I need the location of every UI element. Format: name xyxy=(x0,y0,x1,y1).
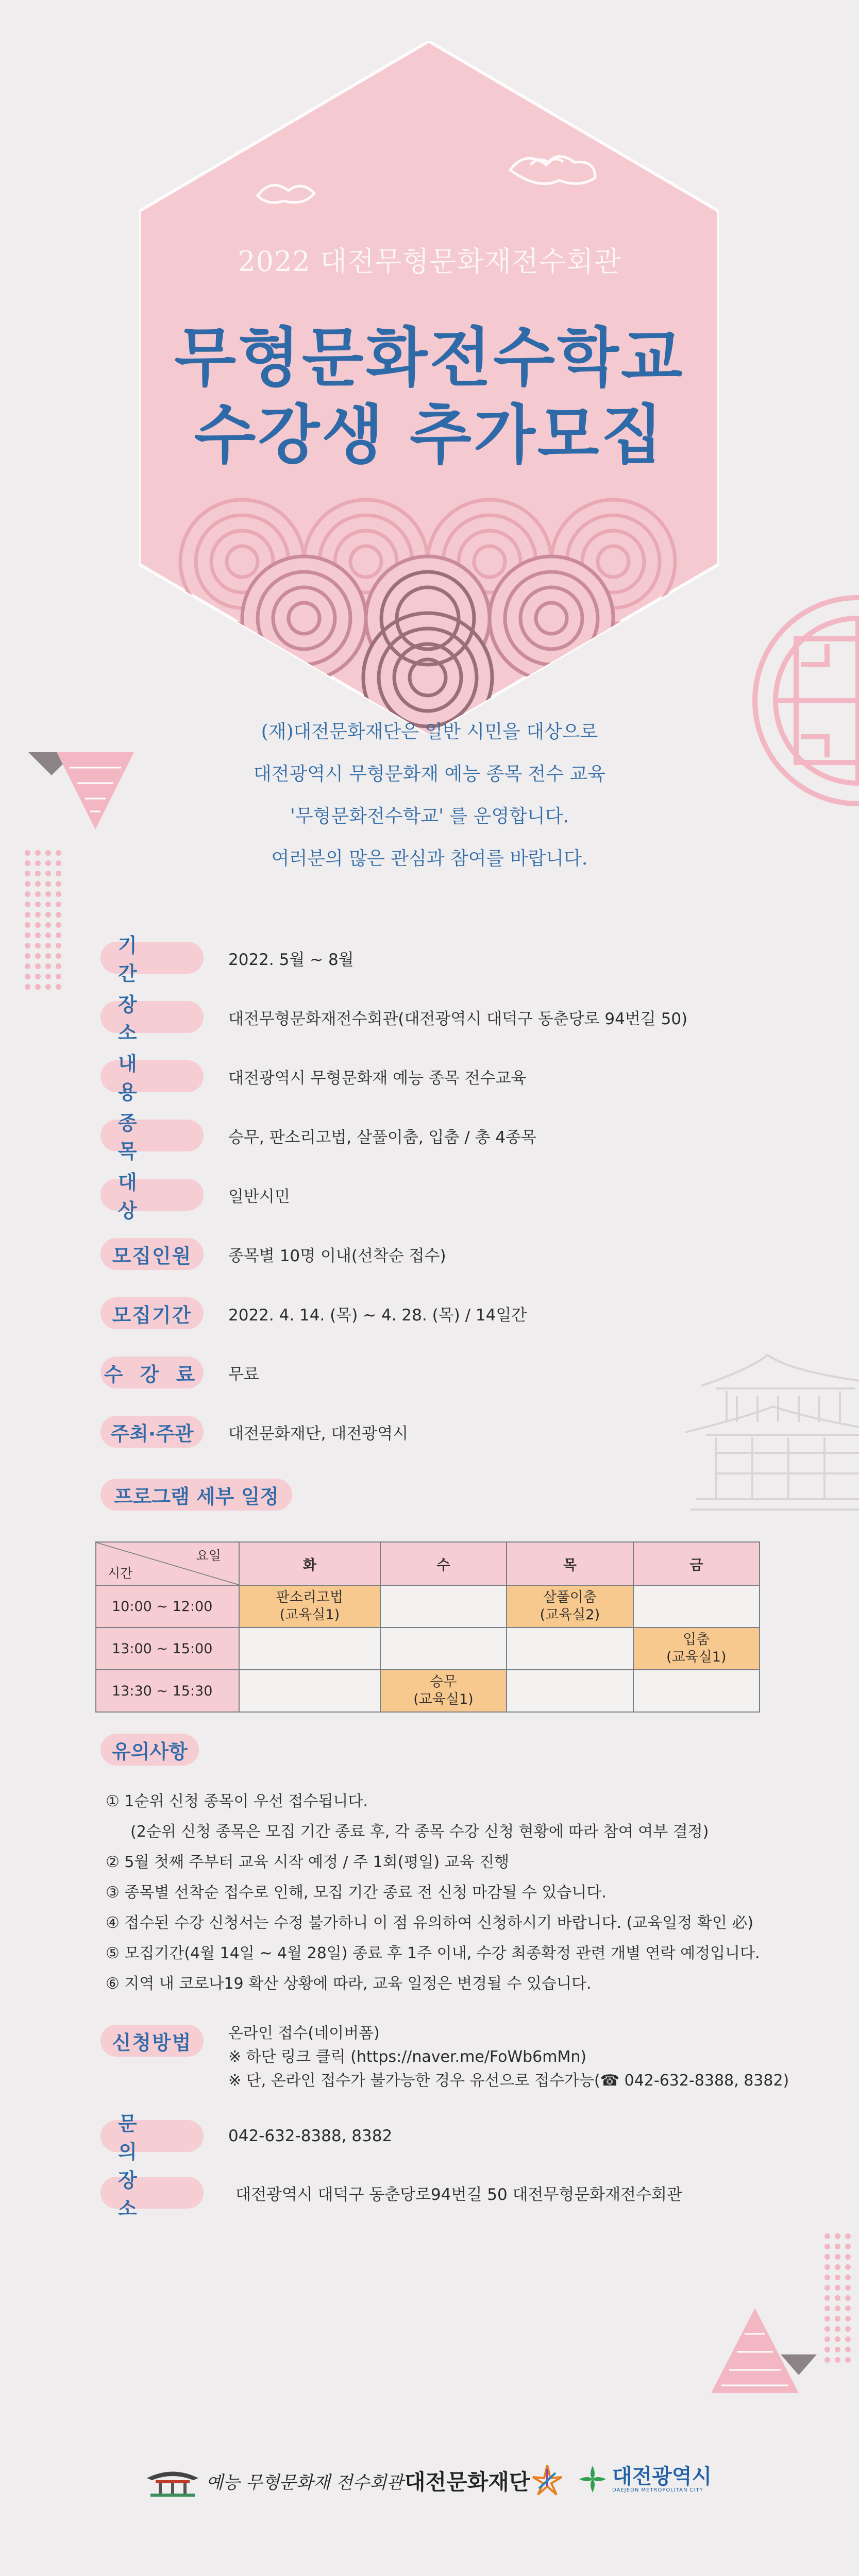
info-value: 대전문화재단, 대전광역시 xyxy=(228,1424,409,1443)
info-label: 내 용 xyxy=(100,1060,204,1092)
note-item: ④ 접수된 수강 신청서는 수정 불가하니 이 점 유의하여 신청하시기 바랍니다. (교육일정 확인 必) xyxy=(106,1914,754,1932)
info-label: 기 간 xyxy=(100,942,204,974)
logo-heritage-center xyxy=(144,2463,403,2499)
info-value: 무료 xyxy=(228,1365,259,1384)
logo2-text: 대전문화재단 xyxy=(405,2469,530,2495)
class-cell xyxy=(507,1585,633,1628)
info-row-place xyxy=(100,993,688,1044)
info-value: 2022. 4. 14. (목) ~ 4. 28. (목) / 14일간 xyxy=(228,1306,527,1325)
day-header: 화 xyxy=(239,1542,380,1585)
note-item: ① 1순위 신청 종목이 우선 접수됩니다. xyxy=(106,1792,368,1810)
info-row-period xyxy=(100,934,354,985)
schedule-corner-cell xyxy=(96,1542,239,1585)
contact-label: 문 의 xyxy=(100,2120,204,2152)
empty-cell xyxy=(380,1628,507,1670)
apply-link[interactable]: ※ 하단 링크 클릭 (https://naver.me/FoWb6mMn) xyxy=(228,2048,587,2066)
info-value: 대전광역시 무형문화재 예능 종목 전수교육 xyxy=(228,1069,527,1088)
logo-daejeon-city xyxy=(577,2464,712,2495)
intro-line: 대전광역시 무형문화재 예능 종목 전수 교육 xyxy=(253,764,606,785)
intro-text xyxy=(0,711,859,880)
apply-details xyxy=(228,2022,789,2093)
table-row xyxy=(96,1670,760,1712)
info-label: 주최·주관 xyxy=(100,1416,204,1448)
info-row-capacity xyxy=(100,1238,446,1270)
info-value: 일반시민 xyxy=(228,1187,290,1206)
pavilion-logo-icon xyxy=(144,2463,201,2499)
apply-row xyxy=(100,2025,789,2093)
class-room: (교육실1) xyxy=(413,1691,474,1707)
logo-daejeon-culture-foundation xyxy=(405,2463,563,2499)
empty-cell xyxy=(633,1670,760,1712)
logo1-text: 예능 무형문화재 전수회관 xyxy=(206,2472,403,2493)
info-value: 대전무형문화재전수회관(대전광역시 대덕구 동춘당로 94번길 50) xyxy=(228,1009,688,1028)
time-cell: 13:30 ~ 15:30 xyxy=(96,1670,239,1712)
info-row-items xyxy=(100,1112,536,1163)
note-item: ⑥ 지역 내 코로나19 확산 상황에 따라, 교육 일정은 변경될 수 있습니다. xyxy=(106,1975,592,1993)
triangle-decoration-right xyxy=(709,2303,819,2396)
time-cell: 13:00 ~ 15:00 xyxy=(96,1628,239,1670)
note-item: ② 5월 첫째 주부터 교육 시작 예정 / 주 1회(평일) 교육 진행 xyxy=(106,1853,510,1871)
logo3-text: 대전광역시 xyxy=(612,2464,712,2488)
empty-cell xyxy=(507,1670,633,1712)
schedule-header-row xyxy=(96,1542,760,1585)
corner-time-label: 시간 xyxy=(108,1566,133,1581)
day-header: 금 xyxy=(633,1542,760,1585)
table-row xyxy=(96,1628,760,1670)
intro-line: 여러분의 많은 관심과 참여를 바랍니다. xyxy=(271,848,588,869)
apply-line: ※ 단, 온라인 접수가 불가능한 경우 유선으로 접수가능(☎ 042-632-8388, 8382) xyxy=(228,2072,789,2090)
time-cell: 10:00 ~ 12:00 xyxy=(96,1585,239,1628)
notes-list xyxy=(106,1786,760,1999)
venue-row xyxy=(100,2169,682,2220)
class-name: 승무 xyxy=(430,1674,457,1690)
schedule-table xyxy=(95,1541,760,1713)
info-value: 종목별 10명 이내(선착순 접수) xyxy=(228,1246,446,1265)
class-name: 입춤 xyxy=(683,1632,710,1648)
foundation-logo-icon xyxy=(532,2463,563,2499)
contact-row xyxy=(100,2112,393,2163)
class-room: (교육실2) xyxy=(540,1607,600,1623)
empty-cell xyxy=(239,1670,380,1712)
hero-title-line2: 수강생 추가모집 xyxy=(194,398,665,472)
intro-line: (재)대전문화재단은 일반 시민을 대상으로 xyxy=(261,721,598,742)
class-room: (교육실1) xyxy=(666,1649,727,1665)
empty-cell xyxy=(239,1628,380,1670)
info-row-content xyxy=(100,1053,527,1104)
day-header: 수 xyxy=(380,1542,507,1585)
info-row-host xyxy=(100,1416,408,1448)
empty-cell xyxy=(380,1585,507,1628)
info-row-recruit-period xyxy=(100,1297,527,1329)
schedule-heading: 프로그램 세부 일정 xyxy=(100,1479,292,1511)
info-row-target xyxy=(100,1171,290,1222)
hero-title-line1: 무형문화전수학교 xyxy=(174,321,685,395)
info-value: 2022. 5월 ~ 8월 xyxy=(228,950,354,969)
info-value: 승무, 판소리고법, 살풀이춤, 입춤 / 총 4종목 xyxy=(228,1128,536,1147)
info-label: 대 상 xyxy=(100,1179,204,1211)
info-label: 장 소 xyxy=(100,1001,204,1033)
empty-cell xyxy=(507,1628,633,1670)
info-label: 수 강 료 xyxy=(100,1357,204,1388)
info-label: 모집인원 xyxy=(100,1238,204,1270)
note-item: ③ 종목별 선착순 접수로 인해, 모집 기간 종료 전 신청 마감될 수 있습니다. xyxy=(106,1884,607,1902)
class-cell xyxy=(633,1628,760,1670)
logo3-subtext: DAEJEON METROPOLITAN CITY xyxy=(612,2487,703,2493)
venue-label: 장 소 xyxy=(100,2177,204,2209)
hero-subtitle: 2022 대전무형문화재전수회관 xyxy=(238,245,621,278)
dot-pattern-right xyxy=(824,2233,851,2363)
class-cell xyxy=(380,1670,507,1712)
apply-label: 신청방법 xyxy=(100,2025,204,2057)
day-header: 목 xyxy=(507,1542,633,1585)
info-row-fee xyxy=(100,1357,259,1388)
daejeon-city-logo-icon xyxy=(577,2464,608,2495)
note-item: ⑤ 모집기간(4월 14일 ~ 4월 28일) 종료 후 1주 이내, 수강 최종확정 관련 개별 연락 예정입니다. xyxy=(106,1944,760,1962)
note-item: (2순위 신청 종목은 모집 기간 종료 후, 각 종목 수강 신청 현황에 따라 참여 여부 결정) xyxy=(130,1823,709,1841)
pagoda-decoration xyxy=(685,1350,859,1520)
info-label: 모집기간 xyxy=(100,1297,204,1329)
intro-line: '무형문화전수학교' 를 운영합니다. xyxy=(290,806,569,827)
info-label: 종 목 xyxy=(100,1120,204,1151)
class-cell xyxy=(239,1585,380,1628)
corner-day-label: 요일 xyxy=(196,1548,221,1563)
apply-line: 온라인 접수(네이버폼) xyxy=(228,2024,380,2042)
venue-value: 대전광역시 대덕구 동춘당로94번길 50 대전무형문화재전수회관 xyxy=(235,2185,682,2204)
table-row xyxy=(96,1585,760,1628)
notes-heading: 유의사항 xyxy=(100,1734,199,1766)
class-room: (교육실1) xyxy=(279,1607,340,1623)
empty-cell xyxy=(633,1585,760,1628)
class-name: 살풀이춤 xyxy=(543,1589,597,1605)
class-name: 판소리고법 xyxy=(276,1589,344,1605)
contact-value: 042-632-8388, 8382 xyxy=(228,2127,393,2145)
